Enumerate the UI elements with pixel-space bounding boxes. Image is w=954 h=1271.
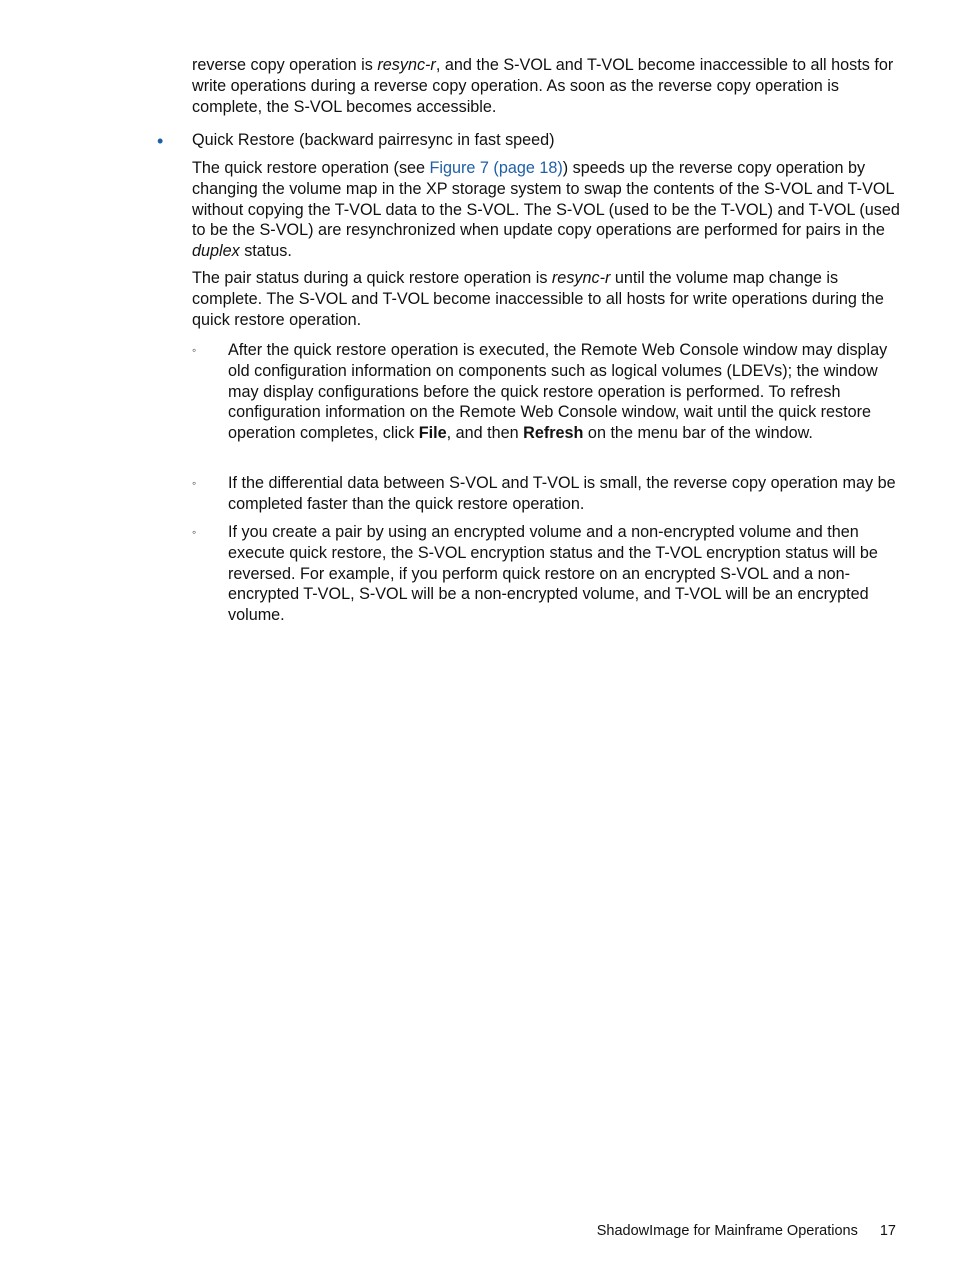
intro-text-1: reverse copy operation is bbox=[192, 56, 378, 74]
intro-emphasis: resync-r bbox=[377, 56, 436, 74]
bullet-title: Quick Restore (backward pairresync in fast speed) bbox=[192, 131, 555, 149]
pair-status-paragraph bbox=[192, 268, 902, 330]
file-menu-label: File bbox=[418, 424, 447, 443]
quick-restore-text-3: status. bbox=[239, 242, 292, 261]
quick-restore-text-2: ) speeds up the reverse copy operation by changing the volume map in the XP storage system to swap the contents of the S-VOL and T-VOL without copying the T-VOL data to the S-VOL. The S-VOL (used to be the T-VOL) and T-VOL (used to be the S-VOL) are resynchronized when update copy operations are performed for pairs in the bbox=[192, 159, 900, 240]
intro-text-2: , and the S-VOL and T-VOL become inaccessible to all hosts for write operations during a reverse copy operation. As soon as the reverse copy operation is complete, the S-VOL becomes accessible. bbox=[192, 56, 894, 116]
sub-bullet-refresh-text-3: on the menu bar of the window. bbox=[583, 424, 813, 443]
resync-r-emphasis: resync-r bbox=[551, 269, 611, 287]
quick-restore-text-1: The quick restore operation (see bbox=[192, 159, 430, 177]
sub-bullet-marker-1: ◦ bbox=[192, 343, 197, 357]
duplex-emphasis: duplex bbox=[192, 242, 240, 261]
page-footer bbox=[597, 1221, 896, 1241]
pair-status-text-2: until the volume map change is complete. The S-VOL and T-VOL become inaccessible to all hosts for write operations during the quick restore operation. bbox=[192, 269, 884, 329]
figure-7-link[interactable]: Figure 7 (page 18) bbox=[429, 159, 563, 177]
intro-paragraph bbox=[192, 55, 902, 117]
page-number: 17 bbox=[879, 1223, 896, 1239]
quick-restore-paragraph bbox=[192, 158, 902, 262]
sub-bullet-refresh-text-1: After the quick restore operation is executed, the Remote Web Console window may display old configuration information on components such as logical volumes (LDEVs); the window may display configurations before the quick restore operation is performed. To refresh configuration information on the Remote Web Console window, wait until the quick restore operation completes, click bbox=[228, 341, 888, 443]
sub-bullet-marker-3: ◦ bbox=[192, 525, 197, 539]
bullet-marker: • bbox=[157, 131, 164, 151]
sub-bullet-differential: If the differential data between S-VOL and T-VOL is small, the reverse copy operation may be completed faster than the quick restore operation. bbox=[228, 474, 896, 513]
pair-status-text-1: The pair status during a quick restore operation is bbox=[192, 269, 552, 287]
sub-bullet-refresh-text-2: , and then bbox=[446, 424, 524, 443]
sub-bullet-encryption: If you create a pair by using an encrypted volume and a non-encrypted volume and then execute quick restore, the S-VOL encryption status and the T-VOL encryption status will be reversed. For example, if you perform quick restore on an encrypted S-VOL and a non-encrypted T-VOL, S-VOL will be a non-encrypted volume, and T-VOL will be an encrypted volume. bbox=[228, 523, 878, 625]
sub-bullet-refresh bbox=[228, 340, 902, 444]
sub-bullet-marker-2: ◦ bbox=[192, 476, 197, 490]
footer-title: ShadowImage for Mainframe Operations bbox=[596, 1223, 858, 1239]
refresh-menu-label: Refresh bbox=[523, 424, 584, 443]
